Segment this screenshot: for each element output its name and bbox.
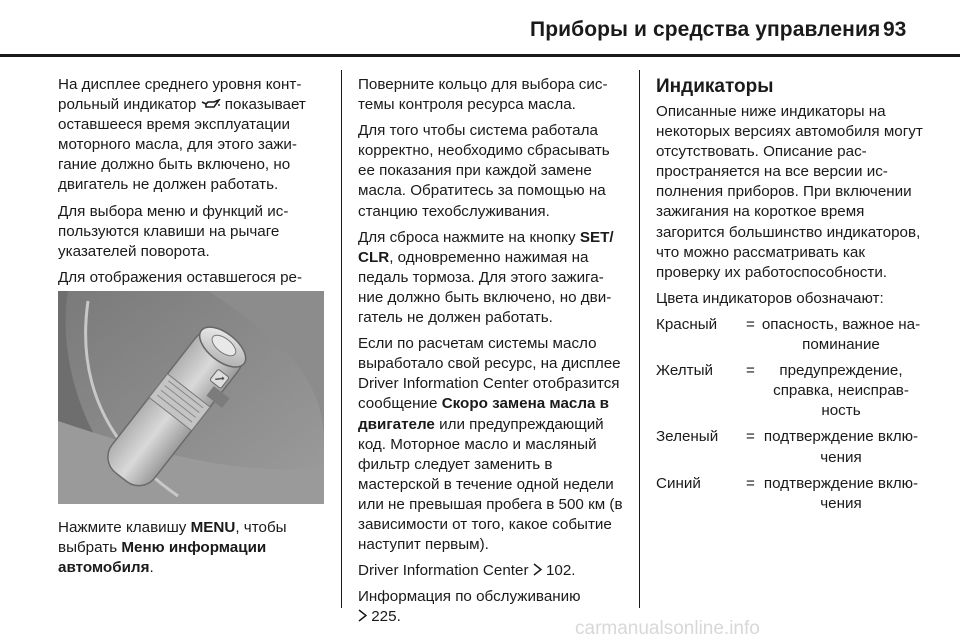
table-row: Зеленый = подтверждение включения <box>656 428 919 466</box>
menu-name-label: Меню информации автомобиля <box>58 539 267 577</box>
column-divider <box>341 70 342 608</box>
set-clr-key-label: SET/ CLR <box>358 228 614 266</box>
paragraph: Цвета индикаторов обозначают: <box>656 289 884 307</box>
table-row: Желтый = предупреждение, справка, неисправность <box>656 362 909 420</box>
paragraph: Для сброса нажмите на кнопку SET/ CLR, одновременно нажимая на педаль тормоза. Для этого зажигание должно быть включено, но двигатель не должен работать. <box>358 228 614 327</box>
page-ref-icon <box>533 563 542 576</box>
column-right <box>656 75 924 520</box>
paragraph: Для того чтобы система работала корректно, необходимо сбрасывать ее показания при каждой замене масла. Обратитесь за помощью на станцию техобслуживания. <box>358 122 610 220</box>
column-left <box>58 75 326 314</box>
header-rule <box>0 54 960 57</box>
section-heading: Индикаторы <box>656 76 774 97</box>
oil-message-label: Скоро замена масла в двигателе <box>358 395 610 433</box>
table-row: Синий = подтверждение включения <box>656 474 919 512</box>
column-divider <box>639 70 640 608</box>
page-ref-icon <box>358 609 367 622</box>
stalk-lever-illustration <box>58 291 324 504</box>
paragraph: Для отображения оставшегося ре <box>58 268 303 286</box>
cross-reference[interactable]: Driver Information Center 102. <box>358 562 576 580</box>
indicator-color-table <box>656 315 924 520</box>
watermark: carmanualsonline.info <box>575 618 760 639</box>
cross-reference[interactable]: Информация по обслуживанию 225. <box>358 588 581 626</box>
page-number: 93 <box>883 18 907 41</box>
paragraph: Описанные ниже индикаторы на некоторых версиях автомобиля могут отсутствовать. Описание распространяется на все версии исполнения приборов. При включении зажигания на короткое время загорится большинство индикаторов, что можно рассматривать как проверку их работоспособности. <box>656 103 923 281</box>
column-middle <box>358 75 624 633</box>
table-row: Красный = опасность, важное напоминание <box>656 315 921 354</box>
menu-key-label: MENU <box>190 519 236 536</box>
paragraph: Нажмите клавишу MENU, чтобы выбрать Меню информации автомобиля. <box>58 519 287 577</box>
paragraph: На дисплее среднего уровня контрольный индикатор показывает оставшееся время эксплуатации моторного масла, для этого зажигание должно быть включено, но двигатель не должен работать. <box>58 76 306 194</box>
paragraph: Для выбора меню и функций используются клавиши на рычаге указателей поворота. <box>58 202 289 260</box>
paragraph: Поверните кольцо для выбора системы контроля ресурса масла. <box>358 76 608 114</box>
page-header-title: Приборы и средства управления <box>530 18 881 41</box>
oil-can-icon <box>201 99 221 110</box>
column-left-bottom <box>58 518 326 584</box>
paragraph: Если по расчетам системы масло выработало свой ресурс, на дисплее Driver Information Center отобразится сообщение Скоро замена масла в двигателе или предупреждающий код. Моторное масло и масляный фильтр следует заменить в мастерской в течение одной недели или не превышая пробега в 500 км (в зависимости от того, какое событие наступит первым). <box>358 335 623 554</box>
